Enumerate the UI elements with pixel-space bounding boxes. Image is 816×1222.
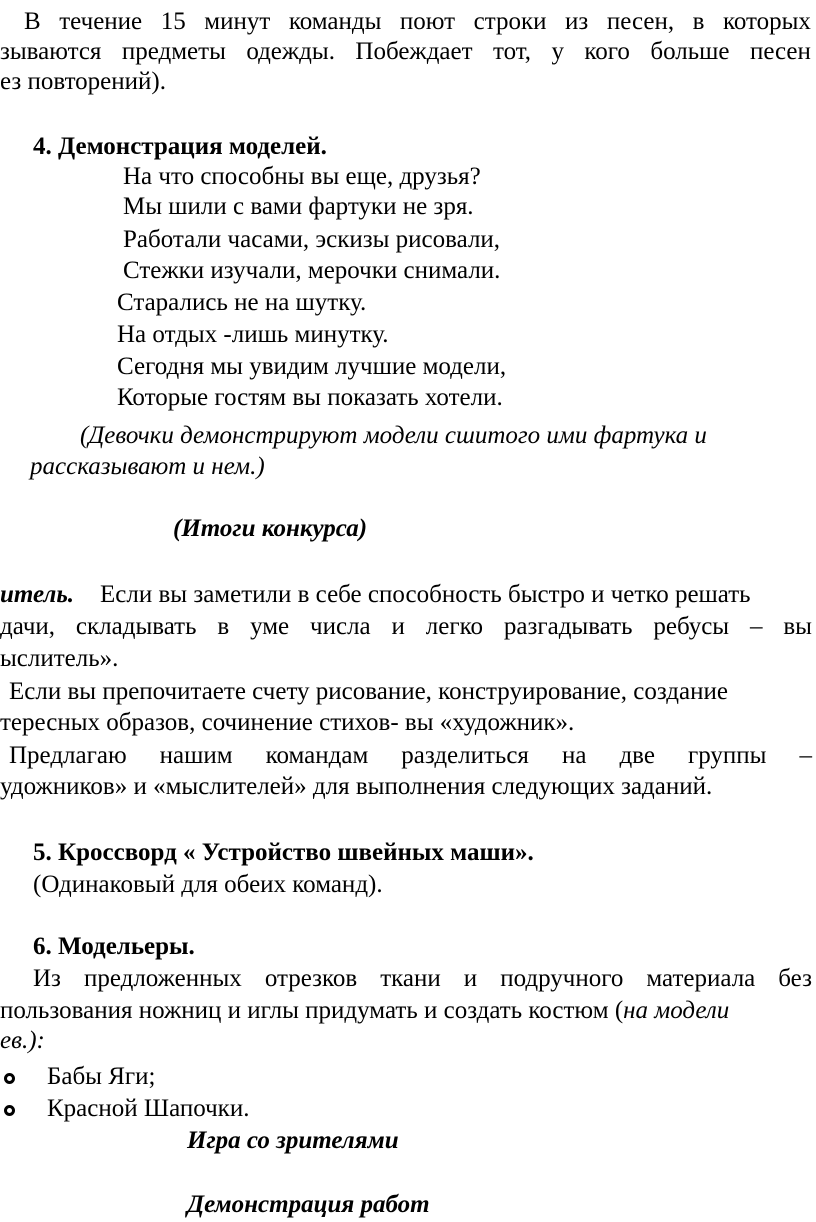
section-4-heading: 4. Демонстрация моделей. [33, 133, 327, 160]
word: разгадывать [503, 613, 633, 640]
word: предметы [121, 38, 226, 65]
word: дачи, [0, 613, 56, 640]
poem-line: Старались не на шутку. [117, 289, 367, 316]
word: две [619, 742, 655, 769]
word: и [463, 965, 478, 992]
word: Предлагаю [9, 742, 127, 769]
word: тот, [492, 38, 532, 65]
intro-line-1 [24, 7, 811, 37]
word: командам [265, 742, 369, 769]
section-5-heading: 5. Кроссворд « Устройство швейных маши». [33, 839, 534, 866]
teacher-text: Если вы заметили в себе способность быстро и четко решать [100, 581, 751, 608]
poem-line: На отдых -лишь минутку. [117, 321, 389, 348]
word: песен, [606, 8, 675, 35]
word: материала [646, 965, 756, 992]
poem-line: Работали часами, эскизы рисовали, [123, 226, 501, 253]
word: Побеждает [355, 38, 473, 65]
intro-line-3: ез повторений). [0, 68, 166, 95]
word: – [799, 742, 812, 769]
word: группы [687, 742, 767, 769]
word: Из [33, 965, 61, 992]
word: предложенных [83, 965, 242, 992]
word: поют [399, 8, 456, 35]
poem-line: На что способны вы еще, друзья? [123, 163, 481, 190]
word: у [551, 38, 564, 65]
game-heading: Игра со зрителями [187, 1127, 399, 1154]
word: в [692, 8, 705, 35]
poem-line: Сегодня мы увидим лучшие модели, [117, 353, 507, 380]
results-heading: (Итоги конкурса) [173, 515, 368, 542]
stage-note-line-1: (Девочки демонстрируют модели сшитого ими фартука и [80, 422, 707, 449]
word: из [565, 8, 589, 35]
section-6-line-2 [0, 996, 729, 1026]
word: без [778, 965, 812, 992]
section-6-heading: 6. Модельеры. [33, 933, 195, 960]
bullet-icon [4, 1073, 15, 1084]
demo-heading: Демонстрация работ [187, 1191, 430, 1218]
word: нашим [159, 742, 233, 769]
section-6-line-2-italic: на модели [623, 997, 730, 1024]
word: отрезков [264, 965, 358, 992]
word: на [561, 742, 587, 769]
word: песен [749, 38, 811, 65]
speaker-label: итель. [0, 581, 74, 608]
section-6-line-3: ев.): [0, 1027, 45, 1054]
teacher-line-3: ыслитель». [0, 645, 119, 672]
section-6-line-2-text: пользования ножниц и иглы придумать и создать костюм ( [0, 997, 624, 1024]
teacher-line-6 [9, 741, 812, 771]
word: вы [783, 613, 812, 640]
word: которых [722, 8, 811, 35]
word: 15 [160, 8, 186, 35]
word: в [217, 613, 230, 640]
poem-line: Мы шили с вами фартуки не зря. [123, 193, 474, 220]
word: числа [310, 613, 371, 640]
word: минут [204, 8, 271, 35]
word: строки [473, 8, 547, 35]
poem-line: Стежки изучали, мерочки снимали. [123, 257, 501, 284]
teacher-line-4: Если вы препочитаете счету рисование, конструирование, создание [9, 678, 728, 705]
word: кого [584, 38, 630, 65]
word: больше [650, 38, 730, 65]
word: ткани [380, 965, 441, 992]
word: одежды. [246, 38, 335, 65]
word: легко [425, 613, 483, 640]
section-5-subtitle: (Одинаковый для обеих команд). [33, 871, 383, 898]
poem-line: Которые гостям вы показать хотели. [117, 384, 503, 411]
word: команды [288, 8, 382, 35]
word: зываются [0, 38, 102, 65]
word: и [391, 613, 405, 640]
word: подручного [500, 965, 624, 992]
teacher-line-2 [0, 612, 812, 642]
bullet-icon [4, 1105, 15, 1116]
word: ребусы [653, 613, 730, 640]
intro-line-2 [0, 37, 811, 67]
word: – [749, 613, 763, 640]
list-item: Красной Шапочки. [47, 1095, 250, 1122]
teacher-line-5: тересных образов, сочинение стихов- вы «художник». [0, 709, 575, 736]
section-6-line-1 [33, 964, 812, 994]
list-item: Бабы Яги; [47, 1063, 156, 1090]
word: складывать [75, 613, 197, 640]
word: разделиться [401, 742, 529, 769]
word: уме [250, 613, 290, 640]
word: В [24, 8, 41, 35]
teacher-line-7: удожников» и «мыслителей» для выполнения следующих заданий. [0, 773, 713, 800]
teacher-line-1 [0, 580, 812, 610]
stage-note-line-2: рассказывают и нем.) [30, 453, 265, 480]
word: течение [59, 8, 143, 35]
